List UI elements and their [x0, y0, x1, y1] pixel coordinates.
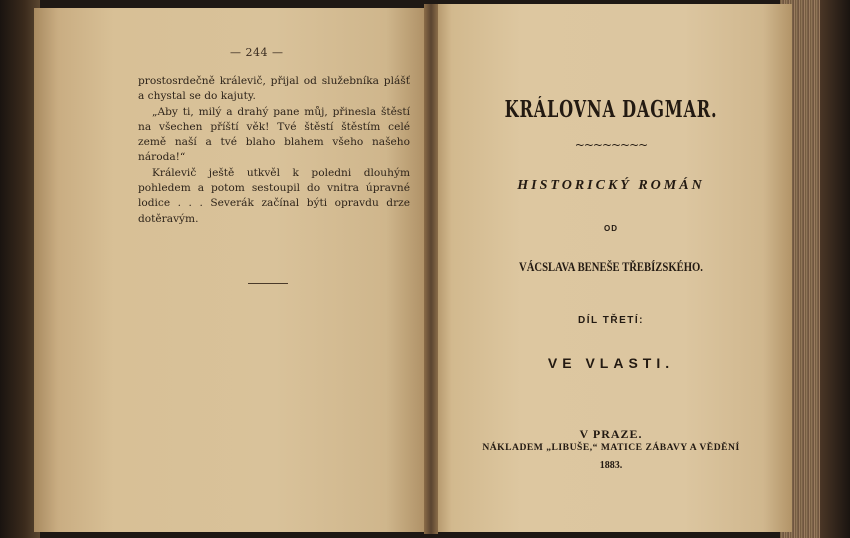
- publisher-line: NÁKLADEM „LIBUŠE,“ MATICE ZÁBAVY A VĚDĚNÍ: [482, 442, 740, 453]
- by-label: OD: [604, 224, 618, 233]
- title-ornament: ~~~~~~~~: [574, 138, 648, 152]
- book-title: KRÁLOVNA DAGMAR.: [504, 96, 718, 123]
- book-cover-edge: [820, 0, 850, 538]
- publication-city: V PRAZE.: [579, 427, 643, 441]
- author-name: VÁCSLAVA BENEŠE TŘEBÍZSKÉHO.: [519, 259, 703, 274]
- section-end-rule: [248, 283, 288, 284]
- paragraph-3: Králevič ještě utkvěl k poledni dlouhým pohledem a potom sestoupil do vnitra úpravné lodice . . . Severák začínal býti opravdu drze dotěravým.: [138, 166, 410, 225]
- page-number: — 244 —: [230, 46, 284, 59]
- book-subtitle: HISTORICKÝ ROMÁN: [517, 178, 705, 193]
- book-spine: [424, 4, 438, 534]
- left-page-text: [138, 74, 410, 227]
- publication-year: 1883.: [599, 460, 623, 471]
- paragraph-1: prostosrdečně králevič, přijal od služebníka plášť a chystal se do kajuty.: [138, 75, 410, 103]
- paragraph-2: „Aby ti, milý a drahý pane můj, přinesla štěstí na všechen příští věk! Tvé štěstí štěstím celé země naší a tvé blaho blahem všeho našeho národa!“: [138, 105, 410, 164]
- part-label: DÍL TŘETÍ:: [578, 315, 644, 326]
- volume-title: VE VLASTI.: [547, 355, 675, 371]
